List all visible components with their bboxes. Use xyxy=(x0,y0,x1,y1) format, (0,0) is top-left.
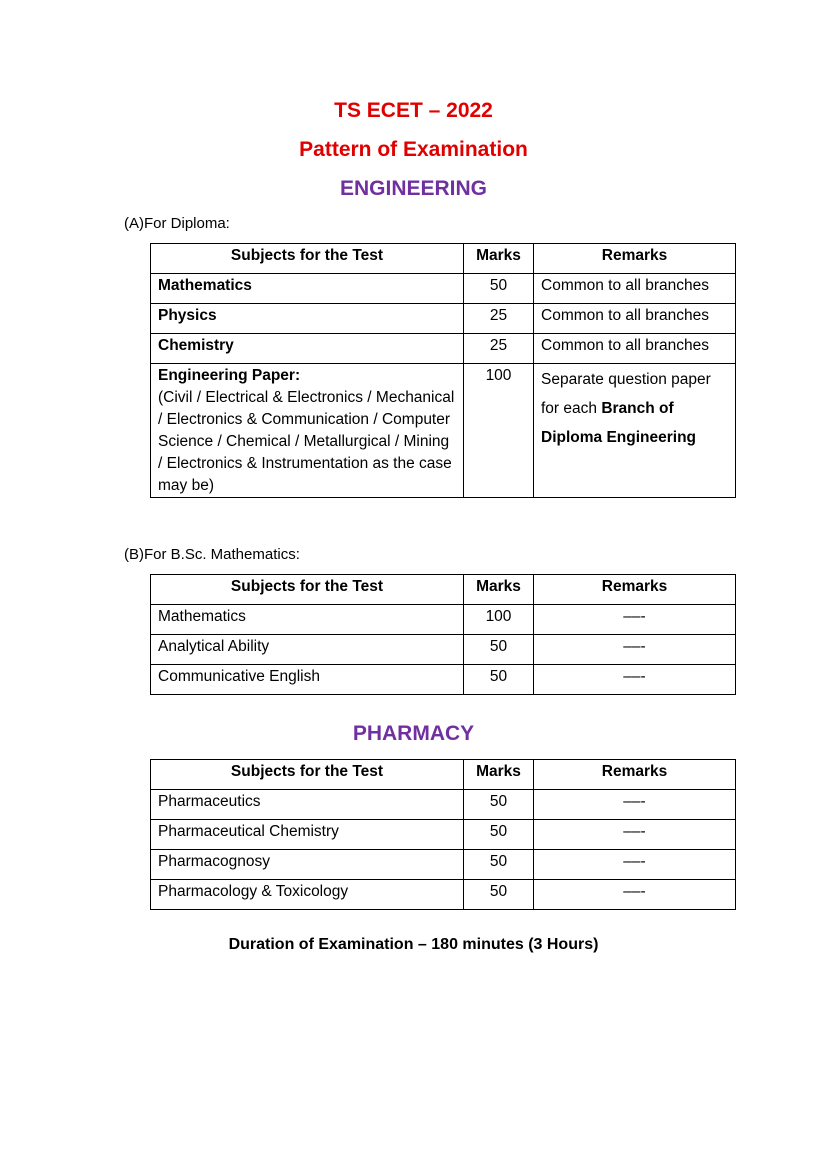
table-row xyxy=(151,304,736,334)
subject-cell: Pharmacology & Toxicology xyxy=(151,880,464,910)
table-row xyxy=(151,665,736,695)
remarks-cell: ––- xyxy=(534,850,736,880)
marks-cell: 50 xyxy=(464,820,534,850)
section-heading-pharmacy: PHARMACY xyxy=(352,722,475,745)
header-subject: Subjects for the Test xyxy=(151,760,464,790)
diploma-table xyxy=(150,243,736,498)
subject-cell: Pharmaceutics xyxy=(151,790,464,820)
remarks-cell: ––- xyxy=(534,605,736,635)
subject-cell: Analytical Ability xyxy=(151,635,464,665)
subject-cell: Pharmacognosy xyxy=(151,850,464,880)
engineering-paper-title: Engineering Paper: xyxy=(158,367,301,384)
remarks-cell: ––- xyxy=(534,635,736,665)
bsc-label: (B)For B.Sc. Mathematics: xyxy=(124,546,300,563)
bsc-table xyxy=(150,574,736,695)
page-title: TS ECET – 2022 xyxy=(334,99,493,122)
subject-cell: Mathematics xyxy=(151,274,464,304)
engineering-branches: (Civil / Electrical & Electronics / Mechanical / Electronics & Communication / Computer Science / Chemical / Metallurgical / Mining / Electronics & Instrumentation as the case may be) xyxy=(158,389,455,494)
table-header-row xyxy=(151,575,736,605)
marks-cell: 50 xyxy=(464,665,534,695)
marks-cell: 50 xyxy=(464,880,534,910)
marks-cell: 25 xyxy=(464,304,534,334)
header-subject: Subjects for the Test xyxy=(151,575,464,605)
table-header-row xyxy=(151,760,736,790)
header-remarks: Remarks xyxy=(534,575,736,605)
remarks-cell: Common to all branches xyxy=(534,274,736,304)
remarks-cell: Common to all branches xyxy=(534,334,736,364)
pharmacy-table xyxy=(150,759,736,910)
header-marks: Marks xyxy=(464,575,534,605)
remarks-bold-text: Branch of Diploma Engineering xyxy=(541,400,697,446)
table-row xyxy=(151,334,736,364)
table-header-row xyxy=(151,244,736,274)
subject-cell xyxy=(151,364,464,498)
marks-cell: 50 xyxy=(464,790,534,820)
subject-cell: Chemistry xyxy=(151,334,464,364)
subject-cell: Physics xyxy=(151,304,464,334)
remarks-cell: Common to all branches xyxy=(534,304,736,334)
marks-cell: 100 xyxy=(464,364,534,498)
subject-cell: Communicative English xyxy=(151,665,464,695)
subject-cell: Pharmaceutical Chemistry xyxy=(151,820,464,850)
table-row xyxy=(151,820,736,850)
exam-duration: Duration of Examination – 180 minutes (3 Hours) xyxy=(228,936,599,953)
remarks-cell xyxy=(534,364,736,498)
section-heading-engineering: ENGINEERING xyxy=(339,177,488,200)
remarks-cell: ––- xyxy=(534,880,736,910)
diploma-label: (A)For Diploma: xyxy=(124,215,230,232)
remarks-cell: ––- xyxy=(534,820,736,850)
marks-cell: 100 xyxy=(464,605,534,635)
marks-cell: 50 xyxy=(464,850,534,880)
marks-cell: 50 xyxy=(464,274,534,304)
header-subject: Subjects for the Test xyxy=(151,244,464,274)
table-row xyxy=(151,850,736,880)
table-row xyxy=(151,635,736,665)
page-subtitle: Pattern of Examination xyxy=(299,138,528,161)
remarks-text: Separate question paper for each xyxy=(541,371,711,417)
header-marks: Marks xyxy=(464,244,534,274)
header-remarks: Remarks xyxy=(534,244,736,274)
header-remarks: Remarks xyxy=(534,760,736,790)
table-row xyxy=(151,790,736,820)
table-row xyxy=(151,605,736,635)
marks-cell: 50 xyxy=(464,635,534,665)
table-row xyxy=(151,274,736,304)
marks-cell: 25 xyxy=(464,334,534,364)
table-row xyxy=(151,880,736,910)
table-row-engineering xyxy=(151,364,736,498)
remarks-cell: ––- xyxy=(534,790,736,820)
subject-cell: Mathematics xyxy=(151,605,464,635)
remarks-cell: ––- xyxy=(534,665,736,695)
header-marks: Marks xyxy=(464,760,534,790)
